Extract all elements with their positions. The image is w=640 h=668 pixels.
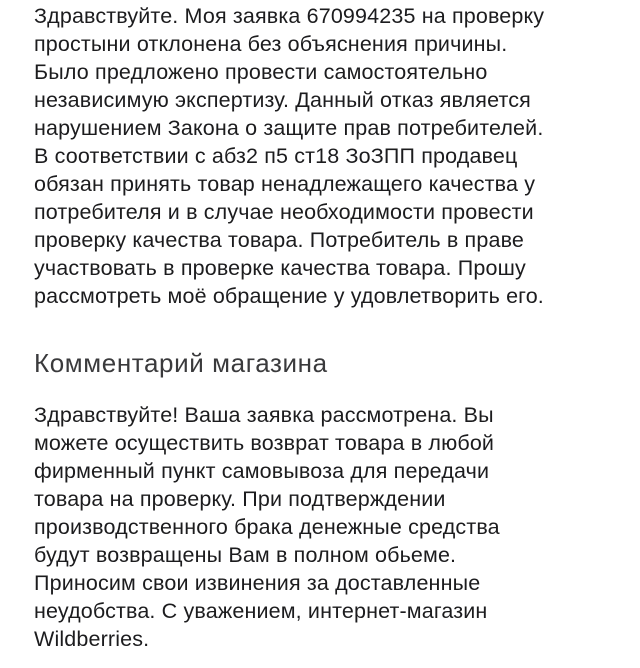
reply-line: будут возвращены Вам в полном обьеме. xyxy=(34,543,457,567)
reply-line: Wildberries. xyxy=(34,627,150,651)
reply-line: Здравствуйте! Ваша заявка рассмотрена. Вы xyxy=(34,403,494,427)
complaint-line: обязан принять товар ненадлежащего качества у xyxy=(34,172,536,196)
complaint-line: проверку качества товара. Потребитель в праве xyxy=(34,228,525,252)
reply-line: Приносим свои извинения за доставленные xyxy=(34,571,481,595)
reply-line: фирменный пункт самовывоза для передачи xyxy=(34,459,490,483)
reply-line: неудобства. С уважением, интернет-магазин xyxy=(34,599,488,623)
store-comment-heading: Комментарий магазина xyxy=(34,348,328,378)
complaint-line: Здравствуйте. Моя заявка 670994235 на проверку xyxy=(34,4,545,28)
review-page xyxy=(34,0,604,653)
complaint-line: потребителя и в случае необходимости провести xyxy=(34,200,534,224)
complaint-line: нарушением Закона о защите прав потребителей. xyxy=(34,116,544,140)
reply-line: производственного брака денежные средства xyxy=(34,515,500,539)
complaint-line: участвовать в проверке качества товара. Прошу xyxy=(34,256,526,280)
complaint-line: простыни отклонена без объяснения причины. xyxy=(34,32,508,56)
complaint-line: рассмотреть моё обращение у удовлетворить его. xyxy=(34,284,544,308)
complaint-line: В соответствии с абз2 п5 ст18 ЗоЗПП продавец xyxy=(34,144,518,168)
customer-complaint-text xyxy=(34,2,604,310)
store-reply-text xyxy=(34,401,604,653)
complaint-line: независимую экспертизу. Данный отказ является xyxy=(34,88,531,112)
complaint-line: Было предложено провести самостоятельно xyxy=(34,60,488,84)
reply-line: товара на проверку. При подтверждении xyxy=(34,487,446,511)
reply-line: можете осуществить возврат товара в любой xyxy=(34,431,495,455)
